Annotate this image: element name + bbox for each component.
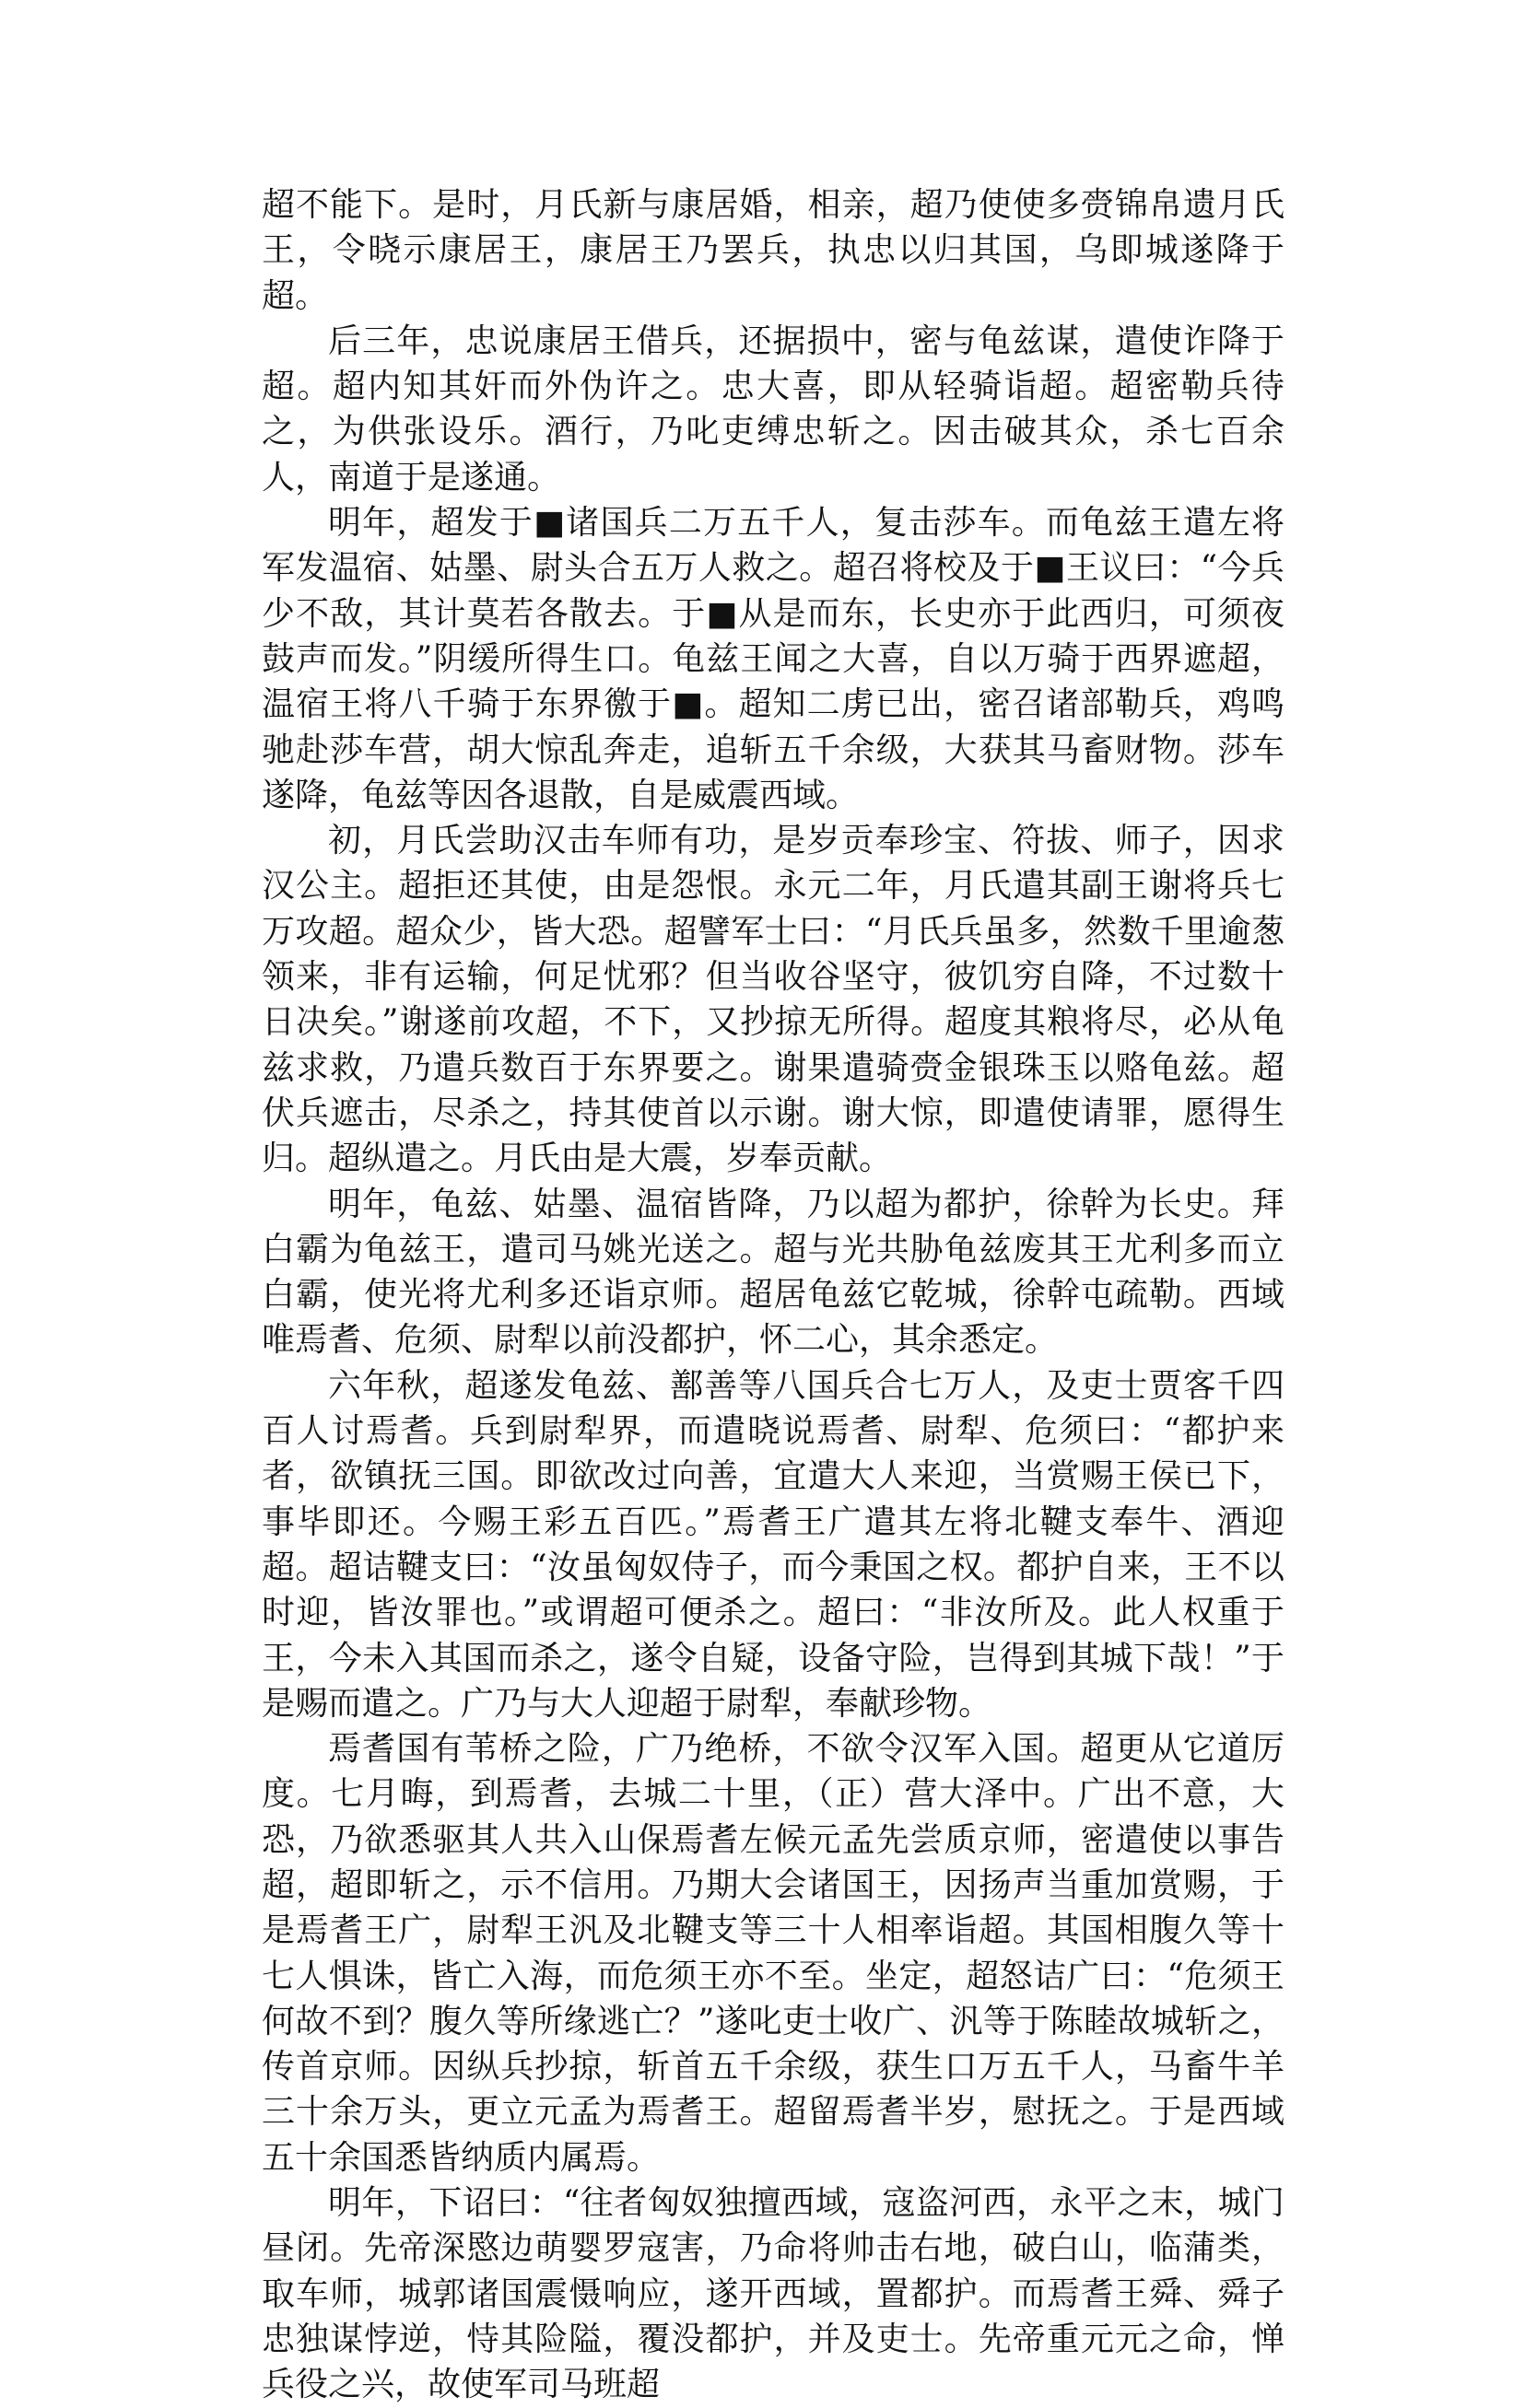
document-page xyxy=(262,182,1285,2408)
paragraph-2: 后三年，忠说康居王借兵，还据损中，密与龟兹谋，遣使诈降于超。超内知其奸而外伪许之。忠大喜，即从轻骑诣超。超密勒兵待之，为供张设乐。酒行，乃叱吏缚忠斩之。因击破其众，杀七百余人，南道于是遂通。 xyxy=(262,321,1285,497)
paragraph-8: 明年，下诏曰：“往者匈奴独擅西域，寇盗河西，永平之末，城门昼闭。先帝深愍边萌婴罗寇害，乃命将帅击右地，破白山，临蒲类，取车师，城郭诸国震慑响应，遂开西域，置都护。而焉耆王舜、舜子忠独谋悖逆，恃其险隘，覆没都护，并及吏士。先帝重元元之命，惮兵役之兴，故使军司马班超 xyxy=(262,2184,1285,2404)
paragraph-4: 初，月氏尝助汉击车师有功，是岁贡奉珍宝、符拔、师子，因求汉公主。超拒还其使，由是怨恨。永元二年，月氏遣其副王谢将兵七万攻超。超众少，皆大恐。超譬军士曰：“月氏兵虽多，然数千里逾葱领来，非有运输，何足忧邪？但当收谷坚守，彼饥穷自降，不过数十日决矣。”谢遂前攻超，不下，又抄掠无所得。超度其粮将尽，必从龟兹求救，乃遣兵数百于东界要之。谢果遣骑赍金银珠玉以赂龟兹。超伏兵遮击，尽杀之，持其使首以示谢。谢大惊，即遣使请罪，愿得生归。超纵遣之。月氏由是大震，岁奉贡献。 xyxy=(262,822,1285,1178)
paragraph-6: 六年秋，超遂发龟兹、鄯善等八国兵合七万人，及吏士贾客千四百人讨焉耆。兵到尉犁界，而遣晓说焉耆、尉犁、危须曰：“都护来者，欲镇抚三国。即欲改过向善，宜遣大人来迎，当赏赐王侯已下，事毕即还。今赐王彩五百匹。”焉耆王广遣其左将北鞬支奉牛、酒迎超。超诘鞬支曰：“汝虽匈奴侍子，而今秉国之权。都护自来，王不以时迎，皆汝罪也。”或谓超可便杀之。超曰：“非汝所及。此人权重于王，今未入其国而杀之，遂令自疑，设备守险，岂得到其城下哉！”于是赐而遣之。广乃与大人迎超于尉犁，奉献珍物。 xyxy=(262,1366,1285,1723)
paragraph-5: 明年，龟兹、姑墨、温宿皆降，乃以超为都护，徐幹为长史。拜白霸为龟兹王，遣司马姚光送之。超与光共胁龟兹废其王尤利多而立白霸，使光将尤利多还诣京师。超居龟兹它乾城，徐幹屯疏勒。西域唯焉耆、危须、尉犁以前没都护，怀二心，其余悉定。 xyxy=(262,1185,1285,1360)
paragraph-1: 超不能下。是时，月氏新与康居婚，相亲，超乃使使多赍锦帛遗月氏王，令晓示康居王，康居王乃罢兵，执忠以归其国，乌即城遂降于超。 xyxy=(262,186,1285,315)
paragraph-3: 明年，超发于■诸国兵二万五千人，复击莎车。而龟兹王遣左将军发温宿、姑墨、尉头合五万人救之。超召将校及于■王议曰：“今兵少不敌，其计莫若各散去。于■从是而东，长史亦于此西归，可须夜鼓声而发。”阴缓所得生口。龟兹王闻之大喜，自以万骑于西界遮超，温宿王将八千骑于东界徼于■。超知二虏已出，密召诸部勒兵，鸡鸣驰赴莎车营，胡大惊乱奔走，追斩五千余级，大获其马畜财物。莎车遂降，龟兹等因各退散，自是威震西域。 xyxy=(262,504,1285,814)
paragraph-7: 焉耆国有苇桥之险，广乃绝桥，不欲令汉军入国。超更从它道厉度。七月晦，到焉耆，去城二十里，（正）营大泽中。广出不意，大恐，乃欲悉驱其人共入山保焉耆左候元孟先尝质京师，密遣使以事告超，超即斩之，示不信用。乃期大会诸国王，因扬声当重加赏赐，于是焉耆王广，尉犁王汎及北鞬支等三十人相率诣超。其国相腹久等十七人惧诛，皆亡入海，而危须王亦不至。坐定，超怒诘广曰：“危须王何故不到？腹久等所缘逃亡？”遂叱吏士收广、汎等于陈睦故城斩之，传首京师。因纵兵抄掠，斩首五千余级，获生口万五千人，马畜牛羊三十余万头，更立元孟为焉耆王。超留焉耆半岁，慰抚之。于是西域五十余国悉皆纳质内属焉。 xyxy=(262,1730,1285,2177)
